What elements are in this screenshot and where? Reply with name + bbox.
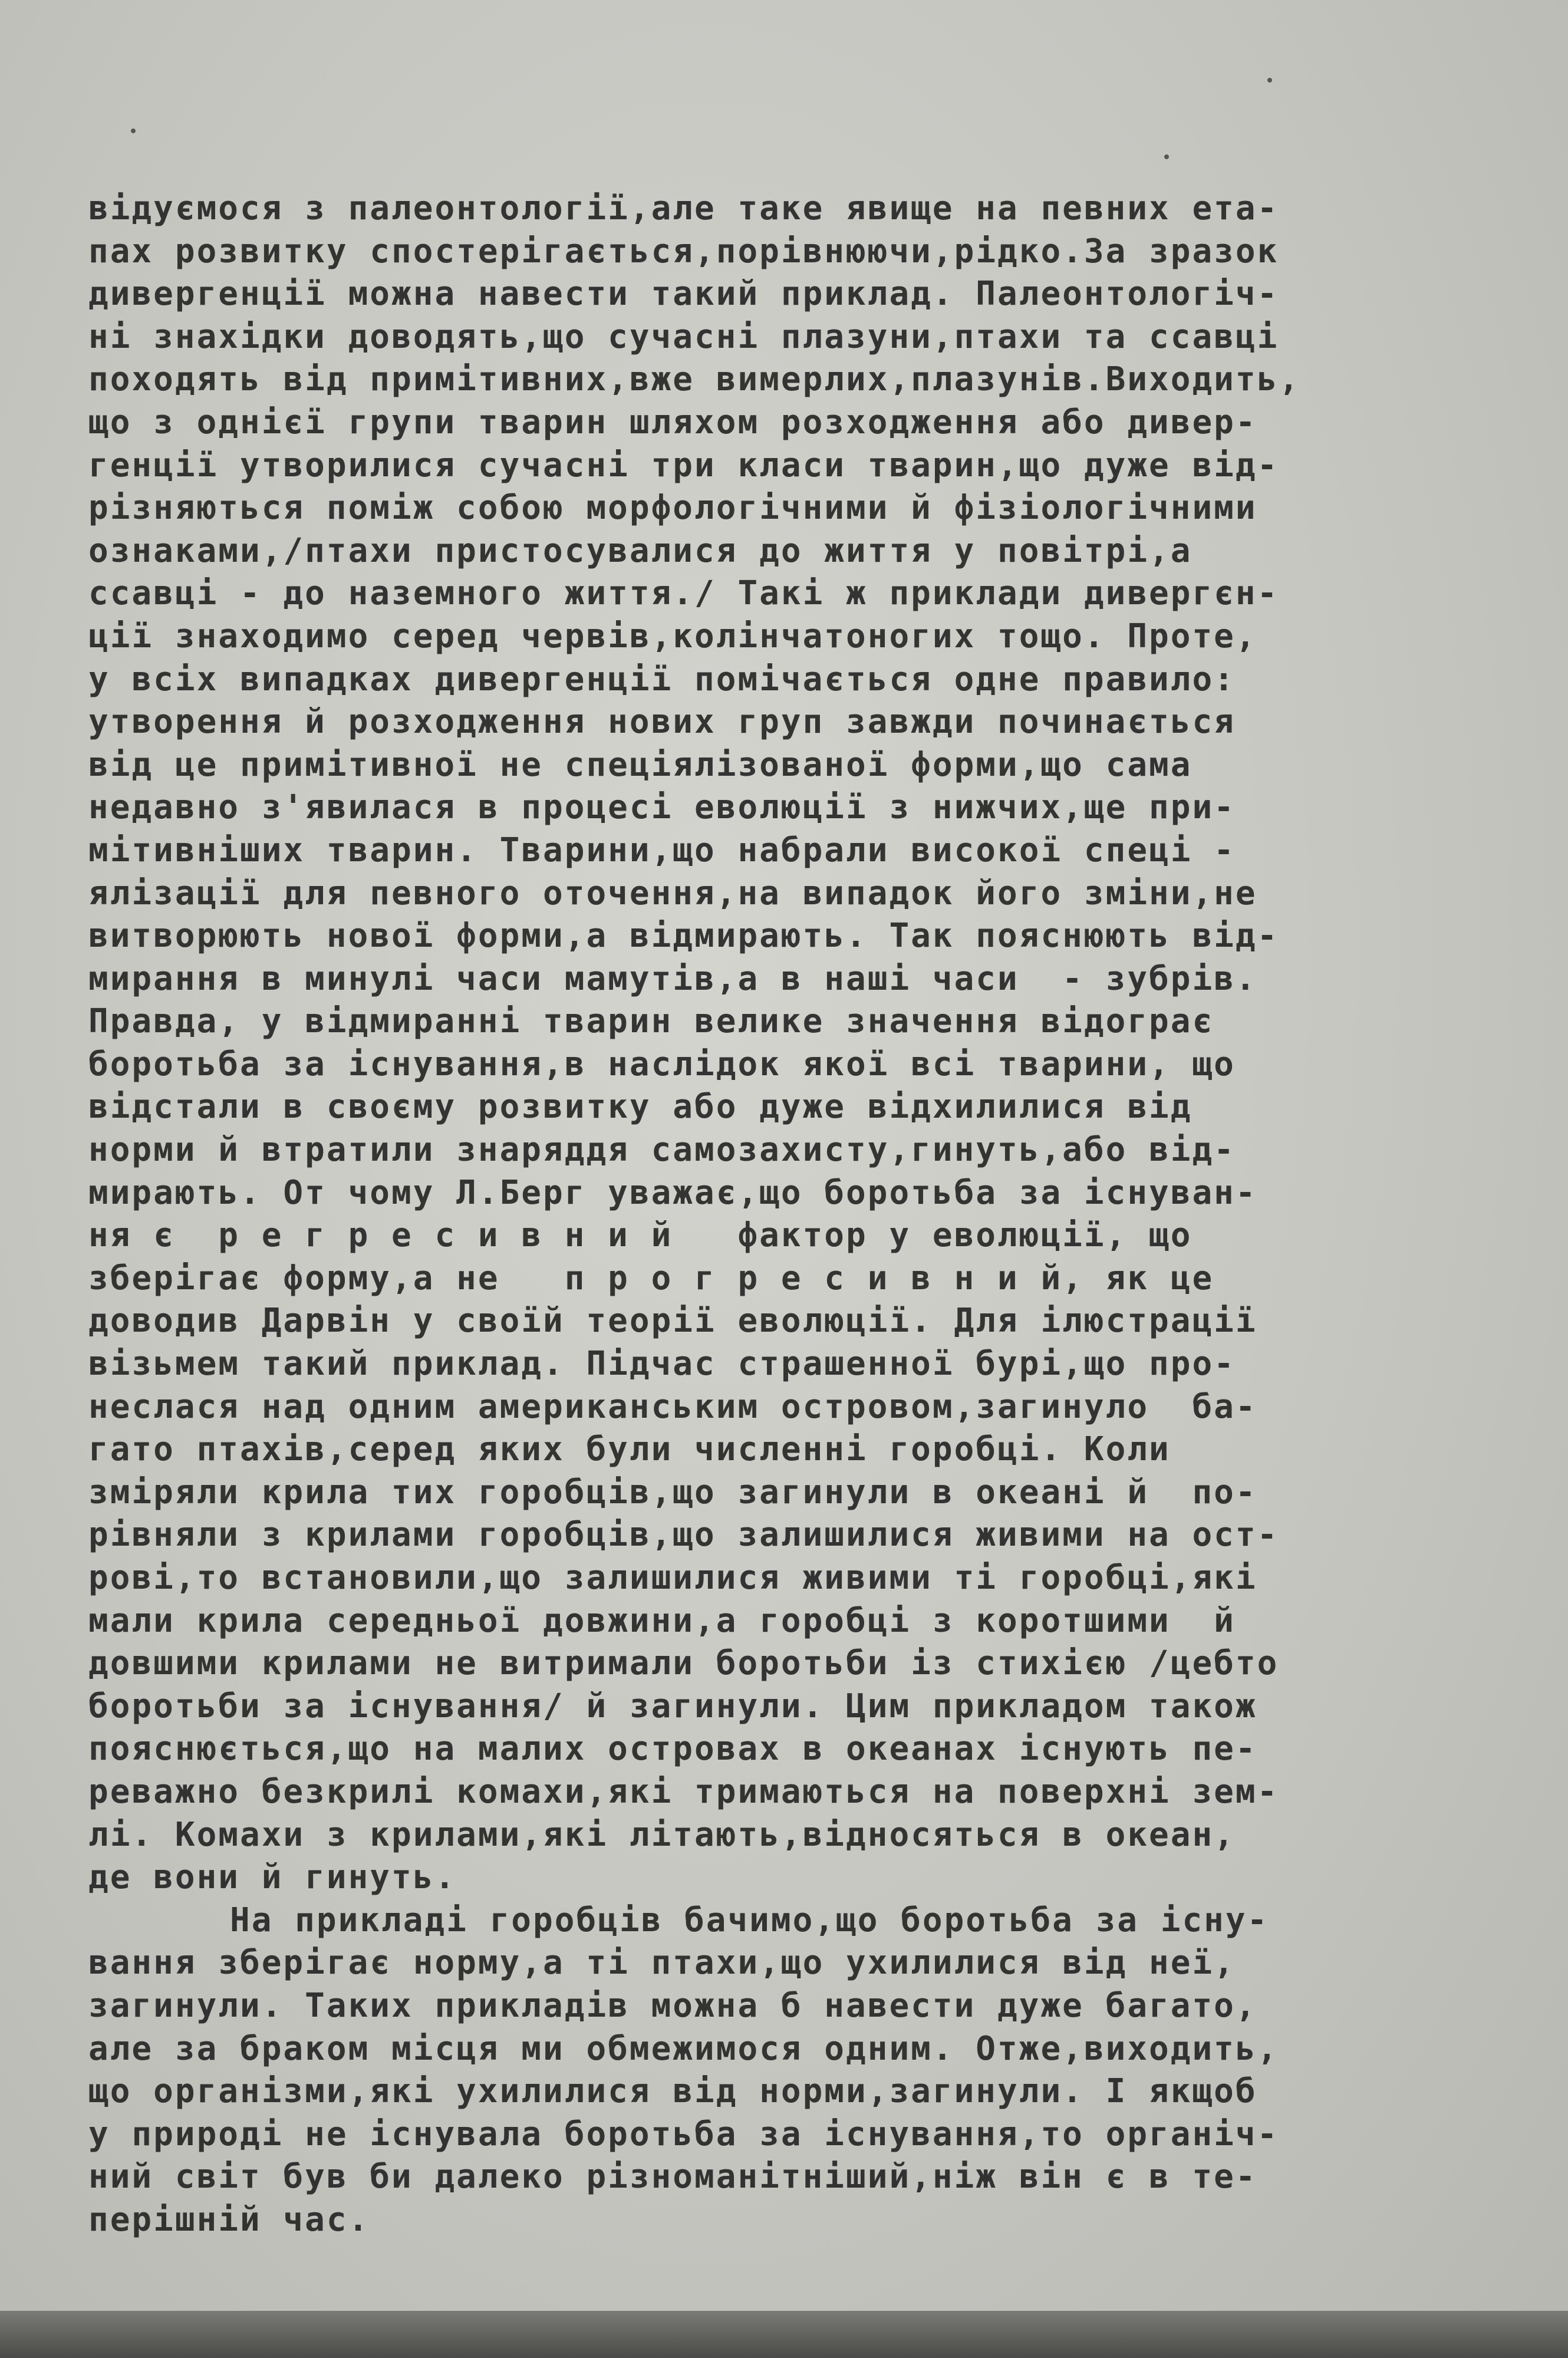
text-line: ні знахідки доводять,що сучасні плазуни,птахи та ссавці	[88, 317, 1279, 356]
text-line: походять від примітивних,вже вимерлих,плазунів.Виходить,	[88, 360, 1301, 399]
text-line: мали крила середньої довжини,а горобці з коротшими й	[88, 1601, 1236, 1640]
text-line: генції утворилися сучасні три класи тварин,що дуже від-	[88, 446, 1279, 485]
text-line: вання зберігає норму,а ті птахи,що ухилилися від неї,	[88, 1944, 1236, 1982]
text-line: боротьби за існування/ й загинули. Цим прикладом також	[88, 1687, 1257, 1725]
text-line: недавно з'явилася в процесі еволюції з нижчих,ще при-	[88, 788, 1236, 827]
text-line: лі. Комахи з крилами,які літають,відносяться в океан,	[88, 1815, 1236, 1854]
text-line: боротьба за існування,в наслідок якої всі тварини, що	[88, 1045, 1236, 1084]
text-line: рові,то встановили,що залишилися живими ті горобці,які	[88, 1559, 1257, 1597]
text-line: у природі не існувала боротьба за існування,то органіч-	[88, 2115, 1279, 2153]
text-line: ня є р е г р е с и в н и й фактор у еволюції, що	[88, 1216, 1193, 1255]
text-line: мітивніших тварин. Тварини,що набрали високої спеці -	[88, 831, 1236, 870]
text-line: ції знаходимо серед червів,колінчатоногих тощо. Проте,	[88, 617, 1257, 656]
ink-speck	[131, 129, 136, 133]
text-line: Правда, у відмиранні тварин велике значення відограє	[88, 1002, 1214, 1041]
text-line: утворення й розходження нових груп завжди починається	[88, 703, 1236, 742]
text-line: На прикладі горобців бачимо,що боротьба за існу-	[230, 1901, 1269, 1939]
page-body-text	[88, 187, 1515, 2242]
text-line: пах розвитку спостерігається,порівнюючи,рідко.За зразок	[88, 232, 1279, 271]
ink-speck	[1267, 78, 1272, 83]
text-line: у всіх випадках дивергенції помічається одне правило:	[88, 660, 1236, 699]
text-line: пояснюється,що на малих островах в океанах існують пе-	[88, 1730, 1257, 1768]
text-line: загинули. Таких прикладів можна б навести дуже багато,	[88, 1986, 1257, 2025]
text-line: гато птахів,серед яких були численні горобці. Коли	[88, 1430, 1171, 1469]
text-line: реважно безкрилі комахи,які тримаються на поверхні зем-	[88, 1772, 1279, 1811]
text-line: перішній час.	[88, 2200, 370, 2239]
text-line: довшими крилами не витримали боротьби із стихією /цебто	[88, 1644, 1279, 1683]
text-line: ний світ був би далеко різноманітніший,ніж він є в те-	[88, 2158, 1257, 2196]
text-line: рівняли з крилами горобців,що залишилися живими на ост-	[88, 1516, 1279, 1555]
text-line: що з однієї групи тварин шляхом розходження або дивер-	[88, 403, 1257, 442]
text-line: ссавці - до наземного життя./ Такі ж приклади дивергєн-	[88, 574, 1279, 613]
text-line: витворюють нової форми,а відмирають. Так пояснюють від-	[88, 917, 1279, 956]
text-line: дивергенції можна навести такий приклад. Палеонтологіч-	[88, 275, 1279, 314]
text-line: доводив Дарвін у своїй теорії еволюції. Для ілюстрації	[88, 1302, 1257, 1341]
text-line: зміряли крила тих горобців,що загинули в океані й по-	[88, 1473, 1257, 1511]
text-line: ялізації для певного оточення,на випадок його зміни,не	[88, 874, 1257, 913]
text-line: зберігає форму,а не п р о г р е с и в н и й, як це	[88, 1259, 1214, 1297]
text-line: відстали в своєму розвитку або дуже відхилилися від	[88, 1088, 1193, 1127]
page-bottom-shadow	[0, 2311, 1568, 2358]
text-line: мирання в минулі часи мамутів,а в наші часи - зубрів.	[88, 959, 1257, 998]
text-line: але за браком місця ми обмежимося одним. Отже,виходить,	[88, 2029, 1279, 2068]
text-line: візьмем такий приклад. Підчас страшенної бурі,що про-	[88, 1345, 1236, 1384]
text-line: мирають. От чому Л.Берг уважає,що боротьба за існуван-	[88, 1173, 1257, 1212]
ink-speck	[1164, 154, 1169, 159]
text-line: норми й втратили знаряддя самозахисту,гинуть,або від-	[88, 1131, 1236, 1170]
text-line: ознаками,/птахи пристосувалися до життя у повітрі,а	[88, 531, 1193, 570]
text-line: різняються поміж собою морфологічними й фізіологічними	[88, 489, 1257, 528]
text-line: відуємося з палеонтології,але таке явище на певних ета-	[88, 189, 1279, 228]
text-line: що організми,які ухилилися від норми,загинули. І якщоб	[88, 2072, 1257, 2111]
text-line: неслася над одним американським островом,загинуло ба-	[88, 1387, 1257, 1426]
text-line: від це примітивної не спеціялізованої форми,що сама	[88, 745, 1193, 784]
text-line: де вони й гинуть.	[88, 1858, 457, 1897]
